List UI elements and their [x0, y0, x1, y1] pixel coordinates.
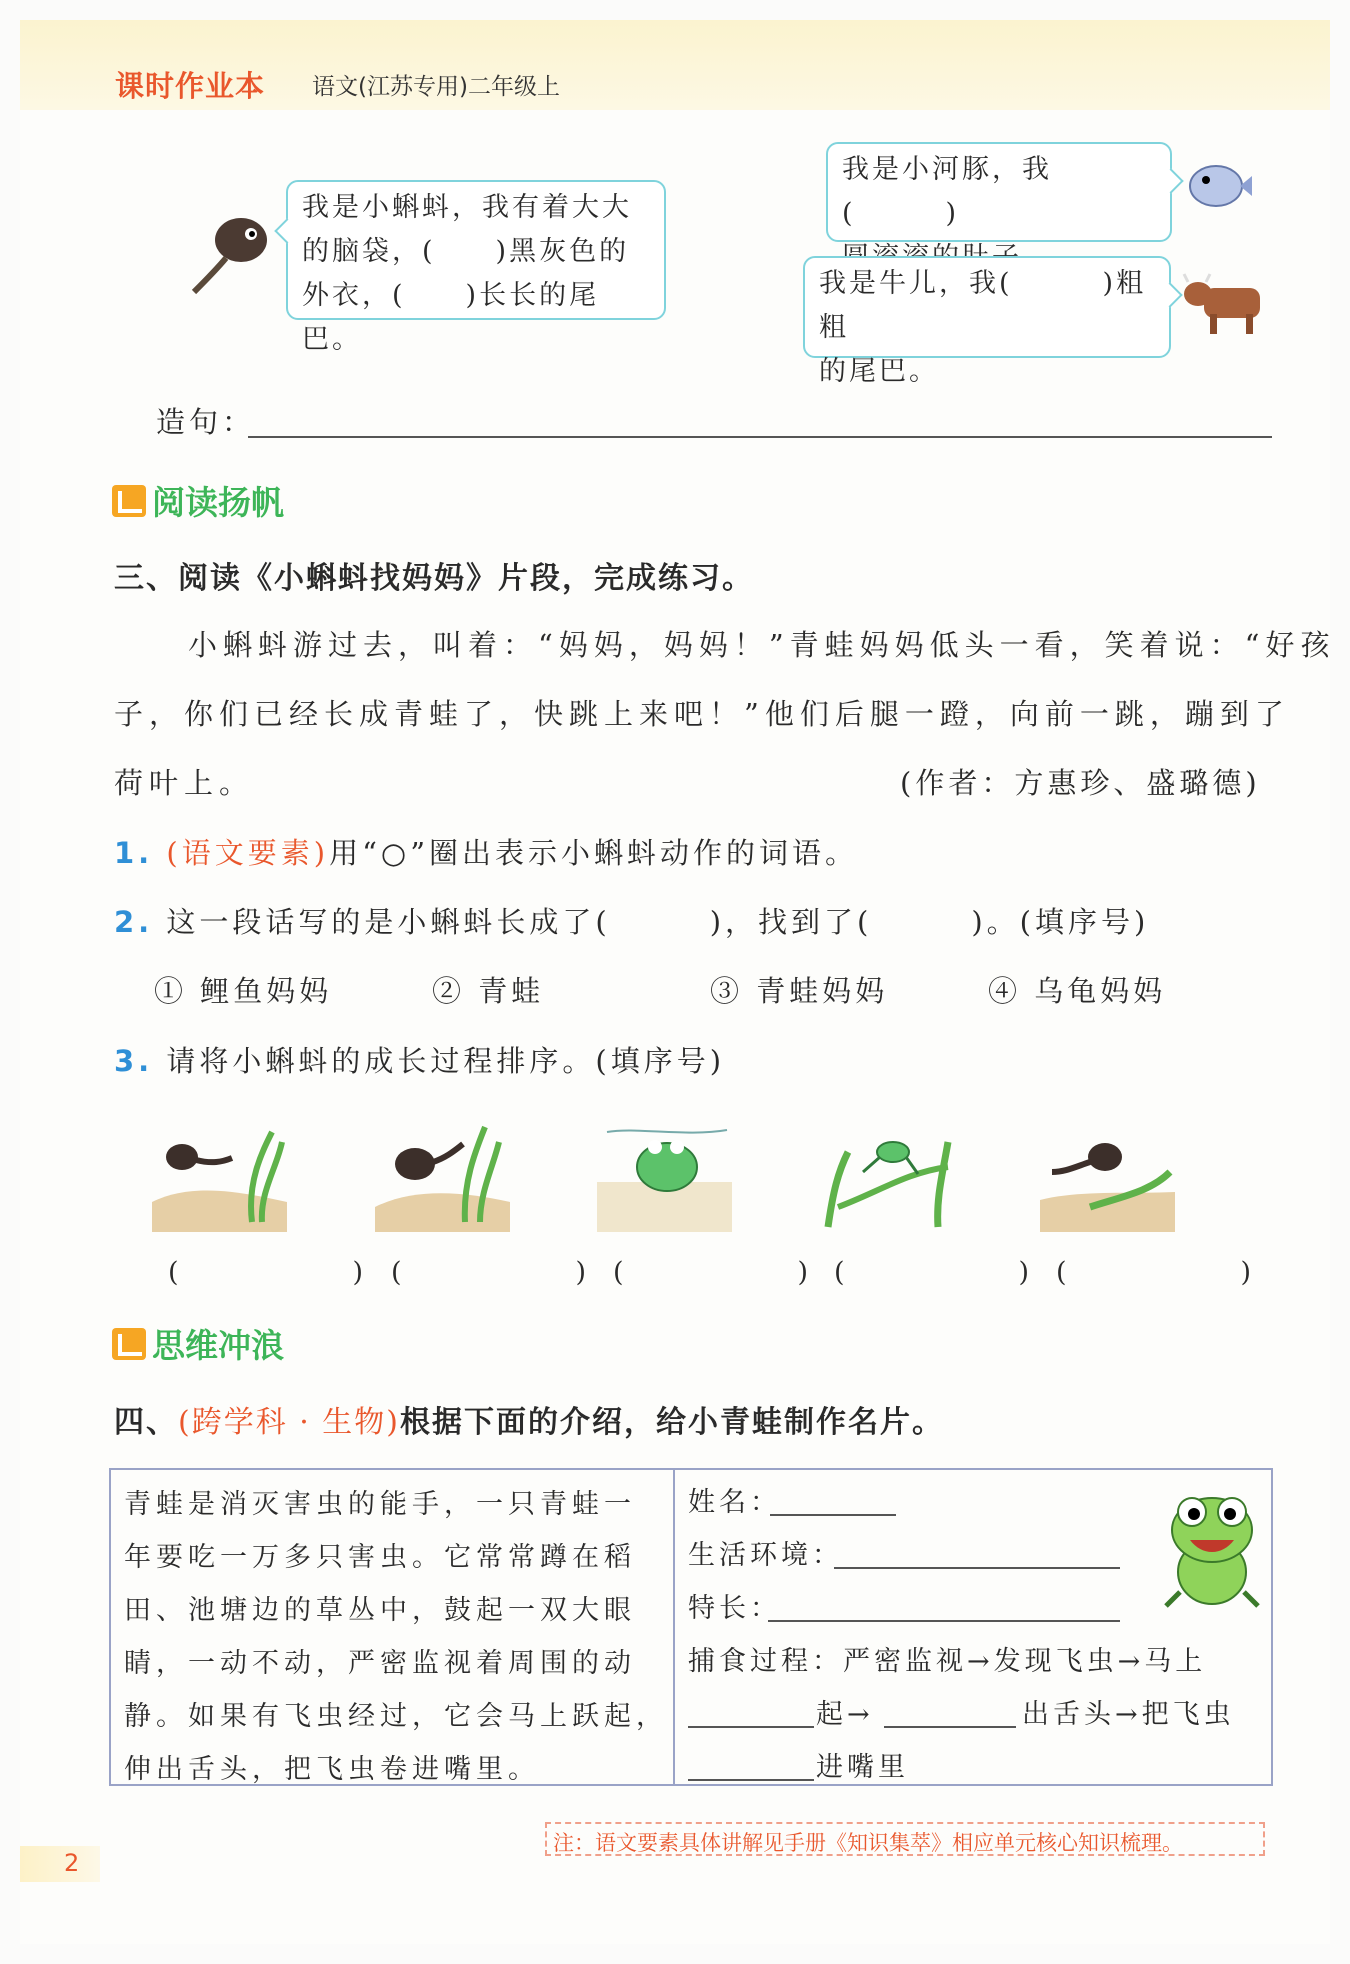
- section3-title: 三、阅读《小蝌蚪找妈妈》片段，完成练习。: [114, 561, 754, 596]
- card-env-field[interactable]: [834, 1567, 1120, 1569]
- cartoon-frog-illustration: [1160, 1482, 1264, 1612]
- puffer-line: 我是小河豚，我( ): [842, 154, 1052, 229]
- section-thinking-heading: [112, 1320, 284, 1367]
- card-divider: [673, 1468, 675, 1786]
- intro-line: 伸出舌头，把飞虫卷进嘴里。: [124, 1754, 540, 1785]
- card-env-label: 生活环境：: [688, 1540, 843, 1571]
- intro-line: 田、池塘边的草丛中，鼓起一双大眼: [124, 1595, 636, 1626]
- ox-line: 的尾巴。: [819, 356, 939, 387]
- card-name-label: 姓名：: [688, 1487, 781, 1518]
- order-answer-blank[interactable]: ( ): [391, 1257, 627, 1288]
- q1-number: 1.: [114, 836, 154, 870]
- card-process-blank-3[interactable]: [688, 1779, 814, 1781]
- intro-line: 青蛙是消灭害虫的能手，一只青蛙一: [124, 1489, 636, 1520]
- sentence-label: 造句：: [156, 405, 256, 439]
- question-1: [114, 831, 858, 872]
- q3-text: 请将小蝌蚪的成长过程排序。(填序号): [166, 1044, 726, 1078]
- section4-tag: (跨学科 · 生物): [178, 1405, 401, 1440]
- card-process-text-b: 出舌头→把飞虫: [1022, 1699, 1235, 1730]
- q2-option: ② 青蛙: [432, 974, 545, 1008]
- tadpole-illustration: [186, 210, 276, 300]
- passage-author: (作者：方惠珍、盛璐德): [900, 766, 1261, 800]
- q3-number: 3.: [114, 1044, 154, 1078]
- frog-intro-text: [124, 1478, 668, 1796]
- question-2: [114, 900, 1149, 941]
- card-trait-field[interactable]: [768, 1620, 1120, 1622]
- q2-number: 2.: [114, 905, 154, 939]
- growth-stage-picture-frog-sitting: [597, 1112, 732, 1232]
- book-icon: [112, 485, 146, 517]
- tadpole-speech-bubble: [286, 180, 666, 355]
- passage-line: 小蝌蚪游过去，叫着：“妈妈，妈妈！”青蛙妈妈低头一看，笑着说：“好孩: [188, 628, 1336, 662]
- intro-line: 睛，一动不动，严密监视着周围的动: [124, 1648, 636, 1679]
- q2-option: ④ 乌龟妈妈: [988, 974, 1167, 1008]
- book-subtitle: 语文(江苏专用)二年级上: [312, 74, 560, 100]
- q2-text: 这一段话写的是小蝌蚪长成了( )，找到了( )。(填序号): [166, 905, 1150, 939]
- passage-line: 子，你们已经长成青蛙了，快跳上来吧！”他们后腿一蹬，向前一跳，蹦到了: [114, 697, 1290, 731]
- section4-number: 四、: [114, 1405, 178, 1440]
- tadpole-line: 的脑袋，( )黑灰色的: [302, 236, 630, 267]
- intro-line: 静。如果有飞虫经过，它会马上跃起，: [124, 1701, 668, 1732]
- card-process-blank-1[interactable]: [688, 1726, 814, 1728]
- q2-option: ① 鲤鱼妈妈: [154, 974, 333, 1008]
- section-reading-label: 阅读扬帆: [152, 483, 284, 522]
- footnote: 注：语文要素具体讲解见手册《知识集萃》相应单元核心知识梳理。: [545, 1822, 1265, 1856]
- card-process-label: 捕食过程：严密监视→发现飞虫→马上: [688, 1646, 1207, 1677]
- q1-tag: (语文要素): [166, 836, 330, 870]
- tadpole-line: 我是小蝌蚪，我有着大大: [302, 192, 632, 223]
- growth-stage-picture-tadpole-legs: [1040, 1112, 1175, 1232]
- order-answer-blank[interactable]: ( ): [168, 1257, 404, 1288]
- card-process-text-a: 起→: [816, 1699, 874, 1730]
- card-process-text-c: 进嘴里: [816, 1752, 909, 1783]
- section4-title: [114, 1397, 944, 1441]
- section4-text: 根据下面的介绍，给小青蛙制作名片。: [400, 1405, 945, 1440]
- puffer-speech-bubble: [826, 142, 1172, 242]
- q1-text: 用“○”圈出表示小蝌蚪动作的词语。: [329, 836, 859, 870]
- growth-stage-picture-frog-jumping: [818, 1112, 953, 1232]
- q2-option: ③ 青蛙妈妈: [710, 974, 889, 1008]
- ox-illustration: [1182, 272, 1272, 338]
- card-process-blank-2[interactable]: [884, 1726, 1016, 1728]
- book-title: 课时作业本: [115, 69, 266, 103]
- card-trait-label: 特长：: [688, 1593, 781, 1624]
- order-answer-blank[interactable]: ( ): [613, 1257, 849, 1288]
- section-reading-heading: [112, 477, 284, 524]
- intro-line: 年要吃一万多只害虫。它常常蹲在稻: [124, 1542, 636, 1573]
- growth-stage-picture-tadpole-big: [375, 1112, 510, 1232]
- order-answer-blank[interactable]: ( ): [1056, 1257, 1292, 1288]
- ox-line: 我是牛儿，我( )粗粗: [819, 268, 1147, 343]
- question-3: [114, 1039, 725, 1080]
- passage-line: 荷叶上。: [114, 766, 255, 800]
- tadpole-line: 外衣，( )长长的尾巴。: [302, 280, 600, 355]
- page-number: 2: [20, 1846, 100, 1882]
- pufferfish-illustration: [1184, 156, 1254, 216]
- ox-speech-bubble: [803, 256, 1171, 387]
- sentence-answer-line[interactable]: [248, 436, 1272, 438]
- card-name-field[interactable]: [770, 1514, 896, 1516]
- growth-stage-picture-tadpole: [152, 1112, 287, 1232]
- section-thinking-label: 思维冲浪: [152, 1326, 284, 1365]
- order-answer-blank[interactable]: ( ): [834, 1257, 1070, 1288]
- wave-icon: [112, 1328, 146, 1360]
